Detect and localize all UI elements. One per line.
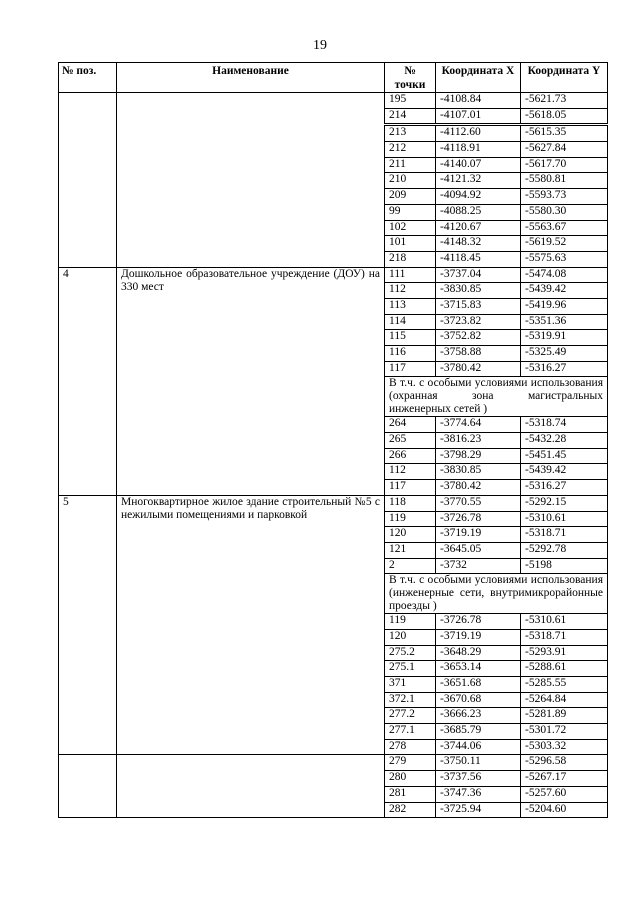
- object-name-cell: Многоквартирное жилое здание строительный №5 с нежилыми помещениями и парковкой: [117, 495, 385, 755]
- coordinate-y-cell: -5292.15: [521, 495, 608, 511]
- point-number-cell: 277.1: [385, 724, 436, 740]
- position-number-cell: 4: [59, 267, 117, 495]
- coordinate-y-cell: -5318.71: [521, 527, 608, 543]
- coordinate-y-cell: -5563.67: [521, 220, 608, 236]
- coordinate-y-cell: -5267.17: [521, 771, 608, 787]
- object-name-cell: Дошкольное образовательное учреждение (ДОУ) на 330 мест: [117, 267, 385, 495]
- coordinate-y-cell: -5281.89: [521, 708, 608, 724]
- coordinate-y-cell: -5627.84: [521, 142, 608, 158]
- coordinate-x-cell: -3780.42: [436, 361, 521, 377]
- coordinate-x-cell: -3830.85: [436, 283, 521, 299]
- coordinate-x-cell: -3737.04: [436, 267, 521, 283]
- coordinate-x-cell: -3752.82: [436, 330, 521, 346]
- coordinate-y-cell: -5319.91: [521, 330, 608, 346]
- coordinate-y-cell: -5617.70: [521, 157, 608, 173]
- point-number-cell: 2: [385, 558, 436, 574]
- coordinate-x-cell: -4108.84: [436, 93, 521, 109]
- coordinate-x-cell: -3648.29: [436, 645, 521, 661]
- coordinate-y-cell: -5580.30: [521, 204, 608, 220]
- coordinate-x-cell: -3758.88: [436, 346, 521, 362]
- point-number-cell: 117: [385, 361, 436, 377]
- object-name-cell: [117, 755, 385, 818]
- coordinate-x-cell: -3715.83: [436, 298, 521, 314]
- coordinate-x-cell: -4121.32: [436, 173, 521, 189]
- coordinate-y-cell: -5316.27: [521, 361, 608, 377]
- coordinate-y-cell: -5198: [521, 558, 608, 574]
- coordinate-y-cell: -5316.27: [521, 480, 608, 496]
- point-number-cell: 278: [385, 739, 436, 755]
- coordinate-y-cell: -5257.60: [521, 786, 608, 802]
- point-number-cell: 211: [385, 157, 436, 173]
- coordinate-x-cell: -3780.42: [436, 480, 521, 496]
- coordinate-x-cell: -3723.82: [436, 314, 521, 330]
- position-number-cell: 5: [59, 495, 117, 755]
- point-number-cell: 119: [385, 511, 436, 527]
- coordinate-y-cell: -5285.55: [521, 677, 608, 693]
- point-number-cell: 120: [385, 527, 436, 543]
- point-number-cell: 277.2: [385, 708, 436, 724]
- point-number-cell: 213: [385, 125, 436, 142]
- point-number-cell: 112: [385, 464, 436, 480]
- point-number-cell: 117: [385, 480, 436, 496]
- coordinate-y-cell: -5325.49: [521, 346, 608, 362]
- coordinate-y-cell: -5288.61: [521, 661, 608, 677]
- coordinate-y-cell: -5451.45: [521, 448, 608, 464]
- coordinate-x-cell: -3666.23: [436, 708, 521, 724]
- table-header-row: [59, 63, 608, 93]
- coordinate-y-cell: -5575.63: [521, 251, 608, 267]
- point-number-cell: 372.1: [385, 692, 436, 708]
- point-number-cell: 266: [385, 448, 436, 464]
- coordinate-x-cell: -3747.36: [436, 786, 521, 802]
- point-number-cell: 264: [385, 417, 436, 433]
- point-number-cell: 101: [385, 236, 436, 252]
- page-number: 19: [313, 38, 327, 53]
- coordinate-x-cell: -3719.19: [436, 629, 521, 645]
- coordinate-y-cell: -5580.81: [521, 173, 608, 189]
- point-number-cell: 281: [385, 786, 436, 802]
- coordinate-y-cell: -5204.60: [521, 802, 608, 818]
- coordinate-x-cell: -4140.07: [436, 157, 521, 173]
- coordinate-x-cell: -4107.01: [436, 108, 521, 125]
- coordinate-y-cell: -5310.61: [521, 614, 608, 630]
- coordinate-y-cell: -5318.71: [521, 629, 608, 645]
- coordinate-x-cell: -3653.14: [436, 661, 521, 677]
- coordinate-y-cell: -5303.32: [521, 739, 608, 755]
- point-number-cell: 111: [385, 267, 436, 283]
- coordinate-y-cell: -5593.73: [521, 189, 608, 205]
- point-number-cell: 210: [385, 173, 436, 189]
- coordinate-x-cell: -3719.19: [436, 527, 521, 543]
- table-row: [59, 755, 608, 771]
- point-number-cell: 371: [385, 677, 436, 693]
- point-number-cell: 280: [385, 771, 436, 787]
- coordinate-x-cell: -4112.60: [436, 125, 521, 142]
- coordinate-y-cell: -5474.08: [521, 267, 608, 283]
- point-number-cell: 120: [385, 629, 436, 645]
- coordinate-x-cell: -3726.78: [436, 511, 521, 527]
- point-number-cell: 212: [385, 142, 436, 158]
- coordinate-y-cell: -5618.05: [521, 108, 608, 125]
- point-number-cell: 119: [385, 614, 436, 630]
- coordinate-y-cell: -5439.42: [521, 464, 608, 480]
- coordinate-x-cell: -3645.05: [436, 542, 521, 558]
- point-number-cell: 282: [385, 802, 436, 818]
- point-number-cell: 116: [385, 346, 436, 362]
- coordinate-y-cell: -5615.35: [521, 125, 608, 142]
- point-number-cell: 265: [385, 433, 436, 449]
- coordinate-x-cell: -3725.94: [436, 802, 521, 818]
- coordinate-y-cell: -5419.96: [521, 298, 608, 314]
- coordinate-y-cell: -5432.28: [521, 433, 608, 449]
- point-number-cell: 275.2: [385, 645, 436, 661]
- point-number-cell: 113: [385, 298, 436, 314]
- coordinate-x-cell: -3774.64: [436, 417, 521, 433]
- coordinates-table: [58, 62, 608, 818]
- table-row: [59, 93, 608, 109]
- coordinate-x-cell: -4088.25: [436, 204, 521, 220]
- coordinate-y-cell: -5621.73: [521, 93, 608, 109]
- header-pos: № поз.: [59, 63, 117, 93]
- point-number-cell: 218: [385, 251, 436, 267]
- point-number-cell: 114: [385, 314, 436, 330]
- coordinate-x-cell: -3816.23: [436, 433, 521, 449]
- coordinate-x-cell: -4148.32: [436, 236, 521, 252]
- point-number-cell: 102: [385, 220, 436, 236]
- coordinate-x-cell: -3726.78: [436, 614, 521, 630]
- header-y: Координата Y: [521, 63, 608, 93]
- point-number-cell: 112: [385, 283, 436, 299]
- table-row: [59, 267, 608, 283]
- coordinate-x-cell: -4118.45: [436, 251, 521, 267]
- position-number-cell: [59, 93, 117, 268]
- coordinate-y-cell: -5439.42: [521, 283, 608, 299]
- coordinate-x-cell: -3651.68: [436, 677, 521, 693]
- position-number-cell: [59, 755, 117, 818]
- coordinate-x-cell: -3685.79: [436, 724, 521, 740]
- point-number-cell: 99: [385, 204, 436, 220]
- point-number-cell: 121: [385, 542, 436, 558]
- object-name-cell: [117, 93, 385, 268]
- special-conditions-note: В т.ч. с особыми условиями использования (инженерные сети, внутримикрорайонные проезды ): [385, 574, 608, 614]
- special-conditions-note: В т.ч. с особыми условиями использования (охранная зона магистральных инженерных сетей ): [385, 377, 608, 417]
- coordinate-x-cell: -3737.56: [436, 771, 521, 787]
- point-number-cell: 195: [385, 93, 436, 109]
- header-point: № точки: [385, 63, 436, 93]
- coordinate-y-cell: -5318.74: [521, 417, 608, 433]
- coordinate-x-cell: -4120.67: [436, 220, 521, 236]
- point-number-cell: 275.1: [385, 661, 436, 677]
- coordinate-y-cell: -5293.91: [521, 645, 608, 661]
- coordinate-x-cell: -3670.68: [436, 692, 521, 708]
- coordinate-y-cell: -5296.58: [521, 755, 608, 771]
- coordinate-x-cell: -3798.29: [436, 448, 521, 464]
- coordinate-y-cell: -5351.36: [521, 314, 608, 330]
- coordinate-x-cell: -4118.91: [436, 142, 521, 158]
- coordinate-y-cell: -5292.78: [521, 542, 608, 558]
- coordinate-x-cell: -3750.11: [436, 755, 521, 771]
- coordinate-x-cell: -3770.55: [436, 495, 521, 511]
- coordinate-y-cell: -5264.84: [521, 692, 608, 708]
- coordinate-x-cell: -4094.92: [436, 189, 521, 205]
- coordinate-y-cell: -5310.61: [521, 511, 608, 527]
- header-x: Координата X: [436, 63, 521, 93]
- coordinate-x-cell: -3732: [436, 558, 521, 574]
- point-number-cell: 118: [385, 495, 436, 511]
- point-number-cell: 214: [385, 108, 436, 125]
- coordinate-y-cell: -5619.52: [521, 236, 608, 252]
- table-row: [59, 495, 608, 511]
- coordinate-x-cell: -3744.06: [436, 739, 521, 755]
- point-number-cell: 209: [385, 189, 436, 205]
- coordinate-y-cell: -5301.72: [521, 724, 608, 740]
- coordinate-x-cell: -3830.85: [436, 464, 521, 480]
- header-name: Наименование: [117, 63, 385, 93]
- point-number-cell: 115: [385, 330, 436, 346]
- point-number-cell: 279: [385, 755, 436, 771]
